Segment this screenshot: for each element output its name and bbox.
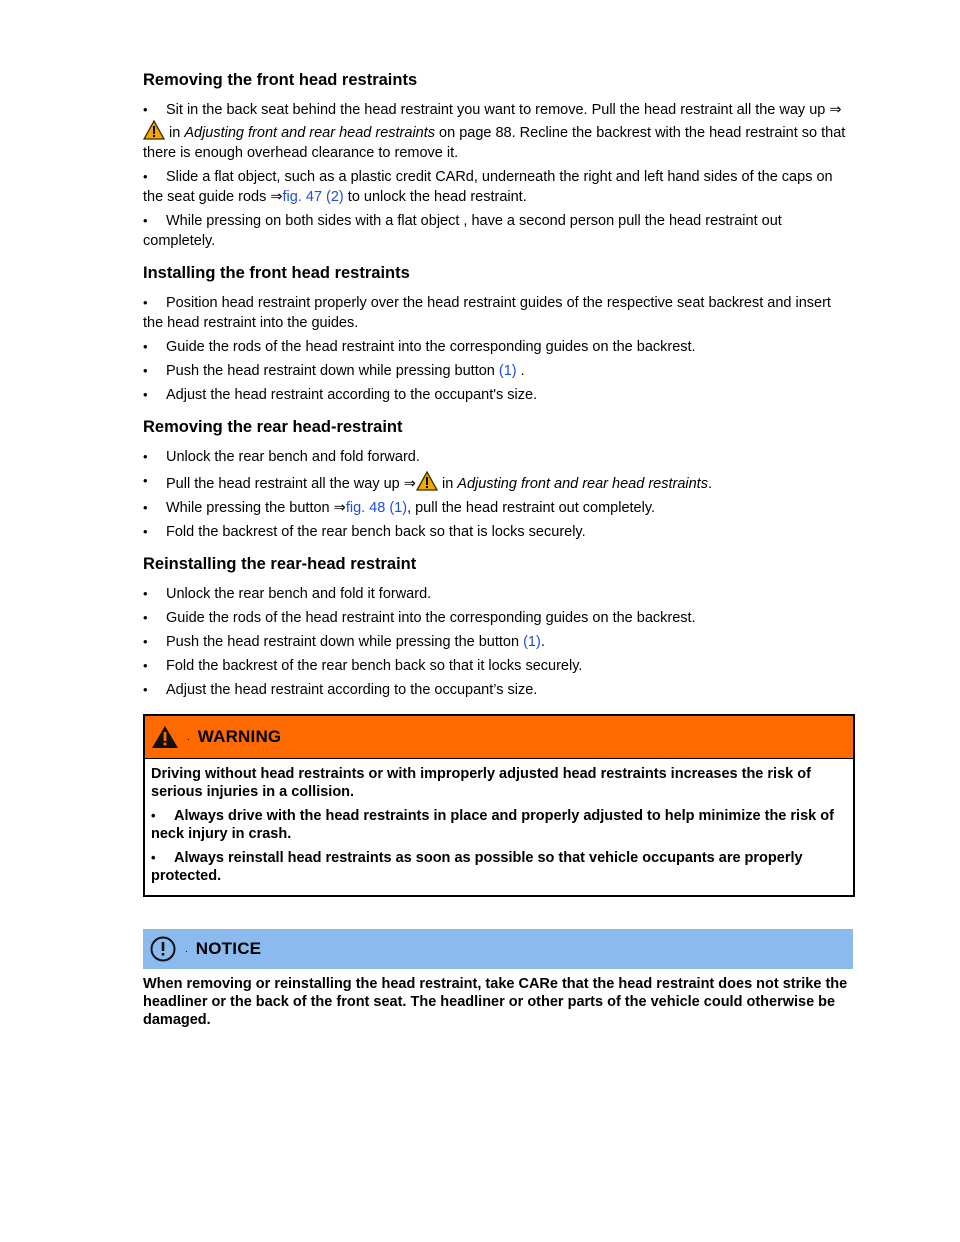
item-text: Pull the head restraint all the way up ⇒ bbox=[166, 476, 416, 492]
warning-header bbox=[145, 716, 853, 759]
bullet-list bbox=[143, 584, 855, 700]
section-removing-rear bbox=[143, 417, 855, 542]
list-item bbox=[143, 211, 855, 251]
list-item bbox=[143, 584, 855, 604]
warning-dot: . bbox=[187, 731, 190, 743]
list-item bbox=[143, 608, 855, 628]
warning-intro: Driving without head restraints or with improperly adjusted head restraints increases the risk of serious injuries in a collision. bbox=[151, 766, 811, 800]
bullet-list bbox=[143, 447, 855, 542]
button-ref-link[interactable]: (1) bbox=[523, 634, 541, 650]
list-item bbox=[143, 100, 855, 163]
list-item bbox=[143, 632, 855, 652]
item-text: Fold the backrest of the rear bench back so that is locks securely. bbox=[166, 524, 586, 540]
figure-link[interactable]: fig. 48 (1) bbox=[345, 500, 408, 516]
warning-box bbox=[143, 714, 855, 897]
item-ref-title: Adjusting front and rear head restraints bbox=[457, 476, 708, 492]
list-item bbox=[143, 361, 855, 381]
item-text: Guide the rods of the head restraint into the corresponding guides on the backrest. bbox=[166, 339, 696, 355]
warning-item: • Always drive with the head restraints in place and properly adjusted to help minimize the risk of neck injury in crash. bbox=[151, 807, 847, 843]
page-content bbox=[143, 70, 855, 1029]
item-text: Adjust the head restraint according to the occupant's size. bbox=[166, 387, 538, 403]
notice-text: When removing or reinstalling the head restraint, take CARe that the head restraint does not strike the headliner or the back of the front seat. The headliner or other parts of the vehicle could otherwise be damaged. bbox=[143, 976, 848, 1028]
list-item bbox=[143, 471, 855, 494]
bullet-list bbox=[143, 100, 855, 251]
item-text: . bbox=[540, 634, 545, 650]
item-text: in bbox=[165, 125, 185, 141]
list-item bbox=[143, 656, 855, 676]
section-heading: Removing the front head restraints bbox=[143, 71, 418, 89]
item-text: Fold the backrest of the rear bench back so that it locks securely. bbox=[166, 658, 583, 674]
list-item bbox=[143, 337, 855, 357]
list-item bbox=[143, 447, 855, 467]
notice-title: NOTICE bbox=[195, 939, 262, 958]
section-removing-front bbox=[143, 70, 855, 251]
section-heading: Removing the rear head-restraint bbox=[143, 418, 403, 436]
list-item bbox=[143, 293, 855, 333]
notice-box bbox=[143, 929, 853, 1029]
warning-triangle-icon[interactable] bbox=[416, 471, 438, 491]
section-heading: Installing the front head restraints bbox=[143, 264, 410, 282]
item-text: Position head restraint properly over the head restraint guides of the respective seat backrest and insert the head restraint into the guides. bbox=[143, 295, 831, 331]
section-heading: Reinstalling the rear-head restraint bbox=[143, 555, 417, 573]
item-text: Push the head restraint down while pressing button bbox=[166, 363, 499, 379]
notice-body bbox=[143, 975, 853, 1029]
list-item bbox=[143, 167, 855, 207]
warning-title: WARNING bbox=[197, 727, 282, 746]
list-item bbox=[143, 680, 855, 700]
item-text: Adjust the head restraint according to the occupant’s size. bbox=[166, 682, 538, 698]
warning-body bbox=[145, 759, 853, 895]
warning-triangle-icon bbox=[151, 724, 179, 750]
list-item bbox=[143, 385, 855, 405]
item-ref-title: Adjusting front and rear head restraints bbox=[184, 125, 436, 141]
item-text: Unlock the rear bench and fold forward. bbox=[166, 449, 420, 465]
item-text: Slide a flat object, such as a plastic credit CARd, underneath the right and left hand sides of the caps on the seat guide rods ⇒ bbox=[143, 169, 833, 205]
item-text: to unlock the head restraint. bbox=[343, 189, 527, 205]
item-text: Guide the rods of the head restraint into the corresponding guides on the backrest. bbox=[166, 610, 696, 626]
item-text: . bbox=[516, 363, 525, 379]
figure-link[interactable]: fig. 47 (2) bbox=[282, 189, 344, 205]
item-text: Unlock the rear bench and fold it forward. bbox=[166, 586, 432, 602]
item-text: . bbox=[707, 476, 712, 492]
item-text: Push the head restraint down while pressing the button bbox=[166, 634, 524, 650]
item-text: , pull the head restraint out completely. bbox=[407, 500, 656, 516]
notice-dot: . bbox=[185, 943, 188, 955]
item-text: in bbox=[437, 476, 458, 492]
notice-header bbox=[143, 929, 853, 969]
item-text: Sit in the back seat behind the head restraint you want to remove. Pull the head restraint all the way up ⇒ bbox=[166, 102, 842, 118]
bullet-list bbox=[143, 293, 855, 405]
warning-item: • Always reinstall head restraints as soon as possible so that vehicle occupants are properly protected. bbox=[151, 849, 847, 885]
button-ref-link[interactable]: (1) bbox=[498, 363, 517, 379]
section-installing-front bbox=[143, 263, 855, 405]
section-reinstalling-rear bbox=[143, 554, 855, 700]
notice-exclamation-icon bbox=[149, 935, 177, 963]
list-item bbox=[143, 498, 855, 518]
item-text: on page 88. Recline the backrest with the head restraint so that there is enough overhead clearance to remove it. bbox=[143, 125, 846, 161]
warning-list bbox=[151, 807, 847, 885]
list-item bbox=[143, 522, 855, 542]
warning-triangle-icon[interactable] bbox=[143, 120, 165, 140]
item-text: While pressing on both sides with a flat object , have a second person pull the head restraint out completely. bbox=[143, 213, 782, 249]
item-text: While pressing the button ⇒ bbox=[166, 500, 346, 516]
